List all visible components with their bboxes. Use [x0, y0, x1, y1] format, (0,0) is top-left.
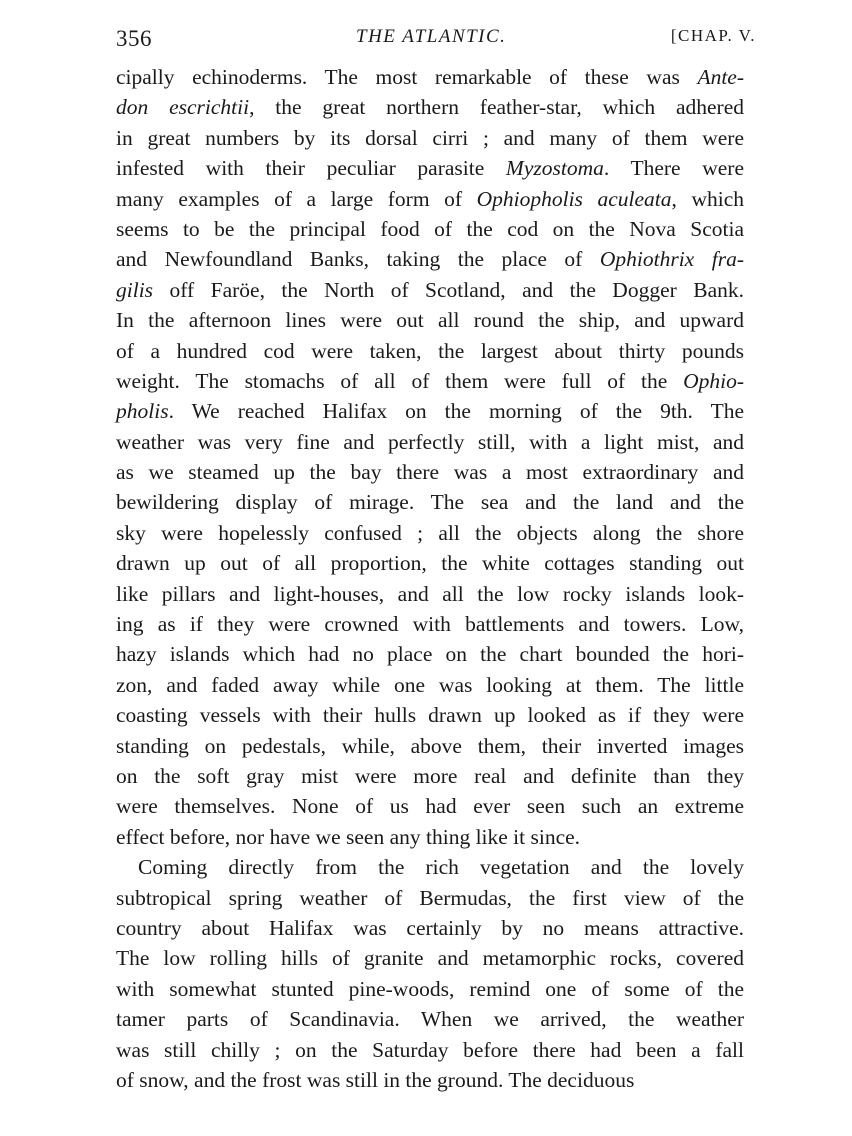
italic-term: Ophiopholis aculeata	[476, 186, 672, 211]
text-line	[116, 184, 744, 214]
text-run: off Faröe, the North of Scotland, and the Dogger Bank.	[153, 277, 744, 302]
text-run: many examples of a large form of	[116, 186, 477, 211]
italic-term: don escrichtii	[116, 95, 250, 120]
text-run: Coming directly from the rich vegetation and the lovely	[138, 855, 744, 880]
text-line	[116, 92, 744, 122]
text-line	[116, 974, 744, 1004]
italic-term: Ante-	[697, 65, 744, 89]
text-run: hazy islands which had no place on the chart bounded the hori-	[116, 642, 744, 667]
running-title: THE ATLANTIC.	[356, 26, 507, 47]
text-run: were themselves. None of us had ever seen such an extreme	[116, 794, 744, 819]
text-run: zon, and faded away while one was looking at them. The little	[116, 672, 744, 697]
text-line	[116, 943, 744, 973]
italic-term: pholis	[116, 399, 169, 424]
text-run: as we steamed up the bay there was a most extraordinary and	[116, 460, 744, 485]
text-run: like pillars and light-houses, and all the low rocky islands look-	[116, 581, 744, 606]
text-run: seems to be the principal food of the cod on the Nova Scotia	[116, 216, 744, 241]
text-run: of a hundred cod were taken, the largest about thirty pounds	[116, 338, 744, 363]
text-run: in great numbers by its dorsal cirri ; and many of them were	[116, 125, 744, 150]
chapter-label: [CHAP. V.	[670, 26, 756, 45]
page-number: 356	[116, 26, 152, 51]
text-run: . There were	[603, 156, 744, 181]
running-head	[116, 26, 756, 56]
text-run: drawn up out of all proportion, the white cottages standing out	[116, 551, 744, 576]
text-run: of snow, and the frost was still in the ground. The deciduous	[116, 1067, 635, 1092]
text-run: effect before, nor have we seen any thing like it since.	[116, 824, 581, 849]
text-line	[116, 244, 744, 274]
text-line	[116, 609, 744, 639]
text-run: . We reached Halifax on the morning of the 9th. The	[168, 399, 744, 424]
text-run: The low rolling hills of granite and metamorphic rocks, covered	[116, 946, 744, 971]
text-run: In the afternoon lines were out all round the ship, and upward	[116, 308, 744, 333]
text-line	[116, 579, 744, 609]
body-text	[116, 62, 744, 1095]
text-line	[116, 1065, 744, 1095]
text-run: country about Halifax was certainly by no means attractive.	[116, 915, 744, 940]
text-line	[116, 913, 744, 943]
text-run: coasting vessels with their hulls drawn up looked as if they were	[116, 703, 744, 728]
text-line	[116, 457, 744, 487]
text-line	[116, 366, 744, 396]
text-line	[116, 639, 744, 669]
text-line	[116, 214, 744, 244]
italic-term: Myzostoma	[505, 156, 604, 181]
text-run: sky were hopelessly confused ; all the objects along the shore	[116, 520, 744, 545]
text-line	[116, 123, 744, 153]
text-run: was still chilly ; on the Saturday before there had been a fall	[116, 1037, 744, 1062]
text-run: ing as if they were crowned with battlements and towers. Low,	[116, 612, 744, 637]
text-line	[116, 396, 744, 426]
text-line	[116, 153, 744, 183]
text-run: , the great northern feather-star, which adhered	[249, 95, 744, 120]
text-line	[116, 700, 744, 730]
text-line	[116, 487, 744, 517]
text-line	[116, 883, 744, 913]
text-line	[116, 670, 744, 700]
text-line	[116, 275, 744, 305]
text-run: with somewhat stunted pine-woods, remind one of some of the	[116, 976, 744, 1001]
text-line	[116, 427, 744, 457]
text-line	[116, 305, 744, 335]
text-line	[116, 1004, 744, 1034]
text-run: weather was very fine and perfectly still, with a light mist, and	[116, 429, 744, 454]
text-run: standing on pedestals, while, above them, their inverted images	[116, 733, 744, 758]
text-run: and Newfoundland Banks, taking the place of	[116, 247, 600, 272]
text-run: weight. The stomachs of all of them were full of the	[116, 368, 684, 393]
text-line	[116, 548, 744, 578]
text-run: infested with their peculiar parasite	[116, 156, 506, 181]
text-line	[116, 791, 744, 821]
text-run: bewildering display of mirage. The sea and the land and the	[116, 490, 744, 515]
text-run: tamer parts of Scandinavia. When we arrived, the weather	[116, 1007, 744, 1032]
text-line	[116, 62, 744, 92]
text-line	[116, 761, 744, 791]
italic-term: Ophio-	[683, 368, 744, 393]
text-run: on the soft gray mist were more real and definite than they	[116, 763, 744, 788]
text-run: cipally echinoderms. The most remarkable of these was	[116, 65, 698, 89]
italic-term: Ophiothrix fra-	[599, 247, 744, 272]
text-run: , which	[671, 186, 744, 211]
text-line	[116, 852, 744, 882]
text-line	[116, 1035, 744, 1065]
text-line	[116, 518, 744, 548]
text-run: subtropical spring weather of Bermudas, the first view of the	[116, 885, 744, 910]
text-line	[116, 336, 744, 366]
italic-term: gilis	[116, 277, 154, 302]
text-line	[116, 822, 744, 852]
text-line	[116, 731, 744, 761]
